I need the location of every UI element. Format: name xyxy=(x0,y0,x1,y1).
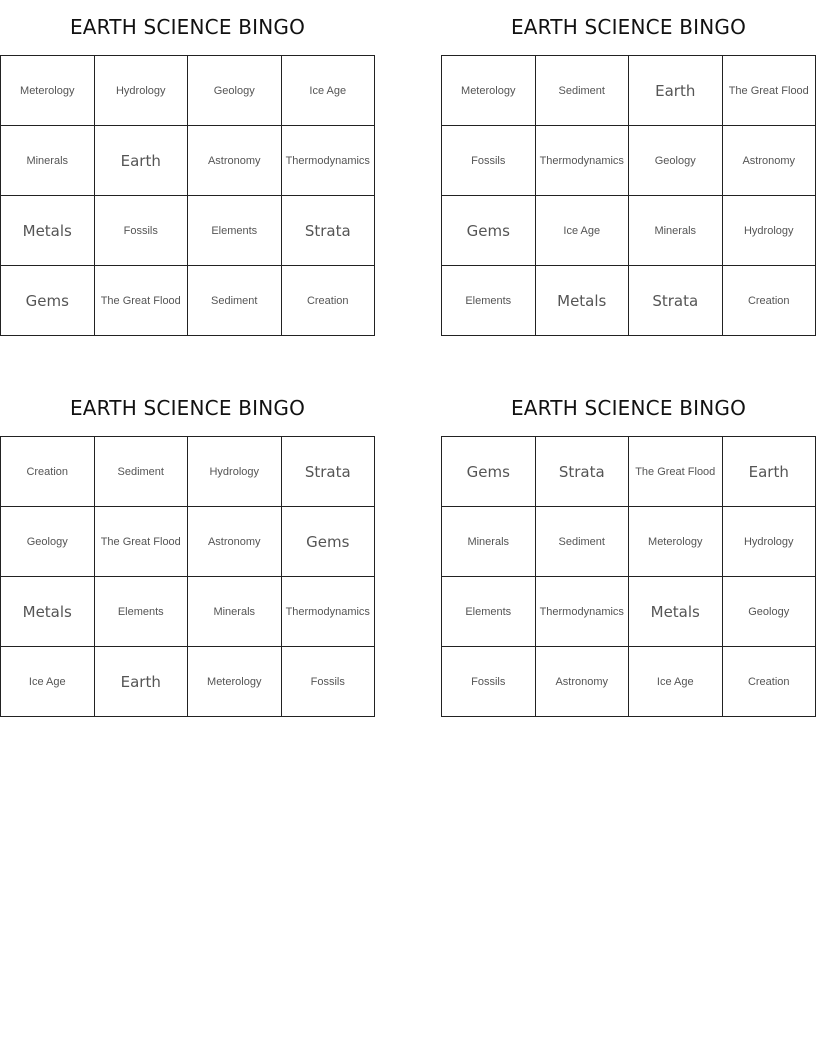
bingo-cell: Sediment xyxy=(188,266,282,336)
bingo-cell: Geology xyxy=(629,126,723,196)
bingo-cell: Fossils xyxy=(95,196,189,266)
bingo-cell: Hydrology xyxy=(95,56,189,126)
bingo-cell: Strata xyxy=(282,437,376,507)
bingo-cell: Strata xyxy=(629,266,723,336)
bingo-cell: Elements xyxy=(95,577,189,647)
bingo-cell: Astronomy xyxy=(723,126,816,196)
bingo-cell: Strata xyxy=(282,196,376,266)
bingo-cell: Fossils xyxy=(282,647,376,717)
bingo-cell: Geology xyxy=(723,577,816,647)
bingo-cell: Meterology xyxy=(1,56,95,126)
bingo-cell: Hydrology xyxy=(723,507,816,577)
bingo-cell: The Great Flood xyxy=(95,507,189,577)
bingo-cell: Meterology xyxy=(442,56,536,126)
bingo-card-1 xyxy=(0,0,375,336)
bingo-grid xyxy=(441,436,816,717)
bingo-cell: Meterology xyxy=(188,647,282,717)
card-title: EARTH SCIENCE BINGO xyxy=(69,396,306,420)
bingo-cell: Creation xyxy=(282,266,376,336)
bingo-cell: The Great Flood xyxy=(629,437,723,507)
bingo-cell: Ice Age xyxy=(282,56,376,126)
bingo-cell: Metals xyxy=(536,266,630,336)
bingo-cell: Gems xyxy=(282,507,376,577)
bingo-cell: Hydrology xyxy=(188,437,282,507)
bingo-cell: The Great Flood xyxy=(95,266,189,336)
bingo-cell: The Great Flood xyxy=(723,56,816,126)
bingo-cell: Metals xyxy=(1,577,95,647)
bingo-cell: Gems xyxy=(442,196,536,266)
bingo-cell: Strata xyxy=(536,437,630,507)
card-title: EARTH SCIENCE BINGO xyxy=(510,15,747,39)
bingo-cell: Elements xyxy=(442,577,536,647)
bingo-cell: Sediment xyxy=(95,437,189,507)
bingo-cell: Ice Age xyxy=(536,196,630,266)
bingo-cell: Minerals xyxy=(188,577,282,647)
bingo-cell: Astronomy xyxy=(188,126,282,196)
bingo-cell: Fossils xyxy=(442,647,536,717)
bingo-cell: Earth xyxy=(723,437,816,507)
bingo-card-3 xyxy=(0,381,375,717)
bingo-cell: Sediment xyxy=(536,56,630,126)
bingo-cell: Metals xyxy=(629,577,723,647)
bingo-cell: Geology xyxy=(1,507,95,577)
bingo-cell: Creation xyxy=(723,647,816,717)
bingo-cell: Fossils xyxy=(442,126,536,196)
bingo-cell: Minerals xyxy=(442,507,536,577)
bingo-cell: Creation xyxy=(1,437,95,507)
bingo-cell: Gems xyxy=(442,437,536,507)
bingo-card-4 xyxy=(441,381,816,717)
bingo-cell: Minerals xyxy=(1,126,95,196)
bingo-cell: Astronomy xyxy=(536,647,630,717)
bingo-cell: Geology xyxy=(188,56,282,126)
bingo-cell: Hydrology xyxy=(723,196,816,266)
bingo-cell: Meterology xyxy=(629,507,723,577)
bingo-cell: Sediment xyxy=(536,507,630,577)
bingo-cell: Metals xyxy=(1,196,95,266)
bingo-cell: Thermodynamics xyxy=(536,126,630,196)
card-title: EARTH SCIENCE BINGO xyxy=(510,396,747,420)
bingo-cell: Earth xyxy=(95,126,189,196)
bingo-cell: Earth xyxy=(95,647,189,717)
bingo-cell: Thermodynamics xyxy=(536,577,630,647)
bingo-cell: Creation xyxy=(723,266,816,336)
card-title: EARTH SCIENCE BINGO xyxy=(69,15,306,39)
bingo-cell: Minerals xyxy=(629,196,723,266)
bingo-cell: Ice Age xyxy=(1,647,95,717)
bingo-card-2 xyxy=(441,0,816,336)
bingo-grid xyxy=(0,55,375,336)
bingo-cell: Elements xyxy=(442,266,536,336)
bingo-cell: Elements xyxy=(188,196,282,266)
bingo-cell: Thermodynamics xyxy=(282,577,376,647)
bingo-cell: Ice Age xyxy=(629,647,723,717)
bingo-cell: Astronomy xyxy=(188,507,282,577)
bingo-grid xyxy=(0,436,375,717)
bingo-cell: Gems xyxy=(1,266,95,336)
bingo-grid xyxy=(441,55,816,336)
bingo-cell: Earth xyxy=(629,56,723,126)
bingo-cell: Thermodynamics xyxy=(282,126,376,196)
